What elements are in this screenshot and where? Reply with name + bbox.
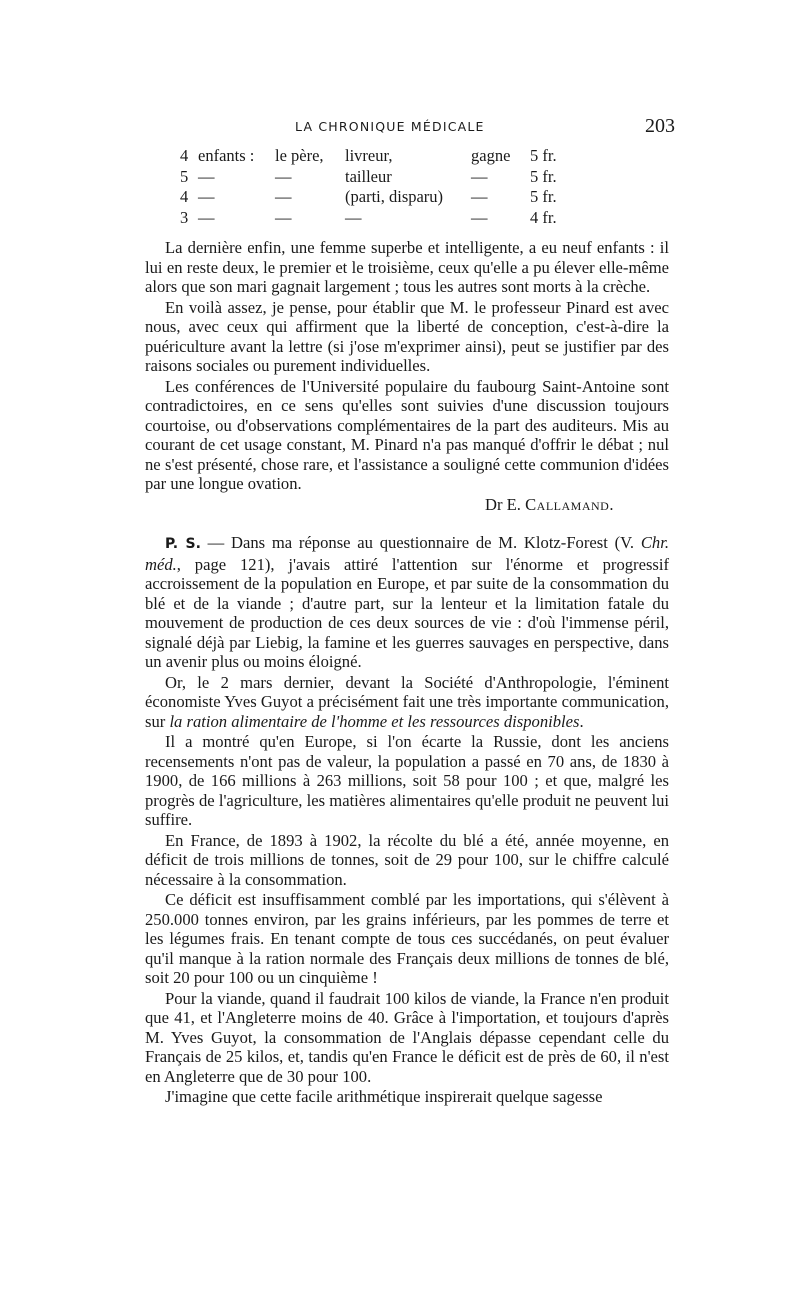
parent: — bbox=[275, 187, 292, 206]
paragraph: La dernière enfin, une femme superbe et intelligente, a eu neuf enfants : il lui en reste deux, le premier et le troisième, ceux qu'elle a pu élever elle-même alors que son mari gagnait largement ; tous les autres sont morts à la crèche. bbox=[145, 238, 669, 296]
table-row bbox=[180, 208, 600, 229]
parent: le père, bbox=[275, 146, 324, 165]
children-word: — bbox=[198, 207, 215, 227]
wage: 5 fr. bbox=[530, 166, 557, 186]
children-count: 3 bbox=[180, 207, 189, 227]
wage: 4 fr. bbox=[530, 207, 557, 227]
body-text bbox=[145, 238, 669, 1108]
table-row bbox=[180, 187, 600, 208]
children-word: — bbox=[198, 187, 215, 206]
page-number: 203 bbox=[645, 115, 675, 137]
signature-title: Dr E. bbox=[485, 494, 521, 514]
verb: — bbox=[471, 166, 488, 186]
verb: — bbox=[471, 187, 488, 206]
paragraph: Or, le 2 mars dernier, devant la Société d'Anthropologie, l'éminent économiste Yves Guyot a précisément fait une très importante communication, sur la ration alimentaire de l'homme et les ressources disponibles. bbox=[145, 672, 669, 731]
table-row bbox=[180, 146, 600, 167]
paragraph: J'imagine que cette facile arithmétique inspirerait quelque sagesse bbox=[165, 1087, 603, 1106]
paragraph: En voilà assez, je pense, pour établir que M. le professeur Pinard est avec nous, avec ceux qui affirment que la liberté de conception, c'est-à-dire la puériculture avant la lettre (si j'ose m'exprimer ainsi), peut se justifier par des raisons sociales ou purement individuelles. bbox=[145, 297, 669, 375]
children-count: 4 bbox=[180, 146, 189, 165]
occupation: — bbox=[345, 207, 362, 227]
table-row bbox=[180, 167, 600, 188]
wage: 5 fr. bbox=[530, 187, 557, 206]
paragraph: Pour la viande, quand il faudrait 100 kilos de viande, la France n'en produit que 41, et l'Angleterre moins de 40. Grâce à l'importation, et toujours d'après M. Yves Guyot, la consommation de l'Anglais dépasse cependant celle du Français de 25 kilos, et, tandis qu'en France le déficit est de près de 60, il n'est en Angleterre que de 30 pour 100. bbox=[145, 988, 669, 1086]
verb: gagne bbox=[471, 146, 511, 165]
occupation: livreur, bbox=[345, 146, 393, 165]
paragraph: Ce déficit est insuffisamment comblé par les importations, qui s'élèvent à 250.000 tonnes environ, par les grains inférieurs, par les pommes de terre et les légumes frais. En tenant compte de tous ces succédanés, on peut évaluer qu'il manque à la ration normale des Français deux millions de tonnes de blé, soit 20 pour 100 ou un cinquième ! bbox=[145, 890, 669, 987]
children-count: 5 bbox=[180, 166, 189, 186]
paragraph: En France, de 1893 à 1902, la récolte du blé a été, année moyenne, en déficit de trois millions de tonnes, soit de 29 pour 100, sur le chiffre calculé nécessaire à la consommation. bbox=[145, 830, 669, 889]
running-head bbox=[145, 117, 675, 141]
occupation: tailleur bbox=[345, 166, 392, 186]
parent: — bbox=[275, 207, 292, 227]
ps-label: P. S. bbox=[165, 536, 201, 552]
children-wages-table bbox=[180, 146, 600, 228]
children-count: 4 bbox=[180, 187, 189, 206]
signature-name: Callamand. bbox=[525, 494, 614, 514]
occupation: (parti, disparu) bbox=[345, 187, 444, 206]
children-word: enfants : bbox=[198, 146, 255, 165]
parent: — bbox=[275, 166, 292, 186]
verb: — bbox=[471, 207, 488, 227]
wage: 5 fr. bbox=[530, 146, 557, 165]
paragraph: Les conférences de l'Université populaire du faubourg Saint-Antoine sont contradictoires, en ce sens qu'elles sont suivies d'une discussion toujours courtoise, ou d'observations complémentaires de la part des auditeurs. Mis au courant de cet usage constant, M. Pinard n'a pas manqué d'offrir le débat ; nul ne s'est présenté, chose rare, et l'assistance a souligné cette communion d'idées par une longue ovation. bbox=[145, 376, 669, 493]
signature bbox=[145, 495, 669, 515]
journal-title: LA CHRONIQUE MÉDICALE bbox=[295, 119, 485, 134]
paragraph: Il a montré qu'en Europe, si l'on écarte la Russie, dont les anciens recensements n'ont pas de valeur, la population a passé en 70 ans, de 1830 à 1900, de 166 millions à 263 millions, soit 58 pour 100 ; et que, malgré les progrès de l'agriculture, les matières alimentaires qu'elle produit ne peuvent lui suffire. bbox=[145, 732, 669, 829]
postscript-paragraph: P. S. — Dans ma réponse au questionnaire de M. Klotz-Forest (V. Chr. méd., page 121), j'avais attiré l'attention sur l'énorme et progressif accroissement de la population en Europe, et par suite de la consommation du blé et de la viande ; d'autre part, sur la lenteur et la limitation fatale du mouvement de production de ces deux sources de vie : d'où l'immense péril, signalé déjà par Liebig, la famine et les guerres sauvages en perspective, dans un avenir plus ou moins éloigné. bbox=[145, 533, 669, 671]
children-word: — bbox=[198, 166, 215, 186]
lecture-title: la ration alimentaire de l'homme et les ressources disponibles bbox=[169, 711, 580, 731]
